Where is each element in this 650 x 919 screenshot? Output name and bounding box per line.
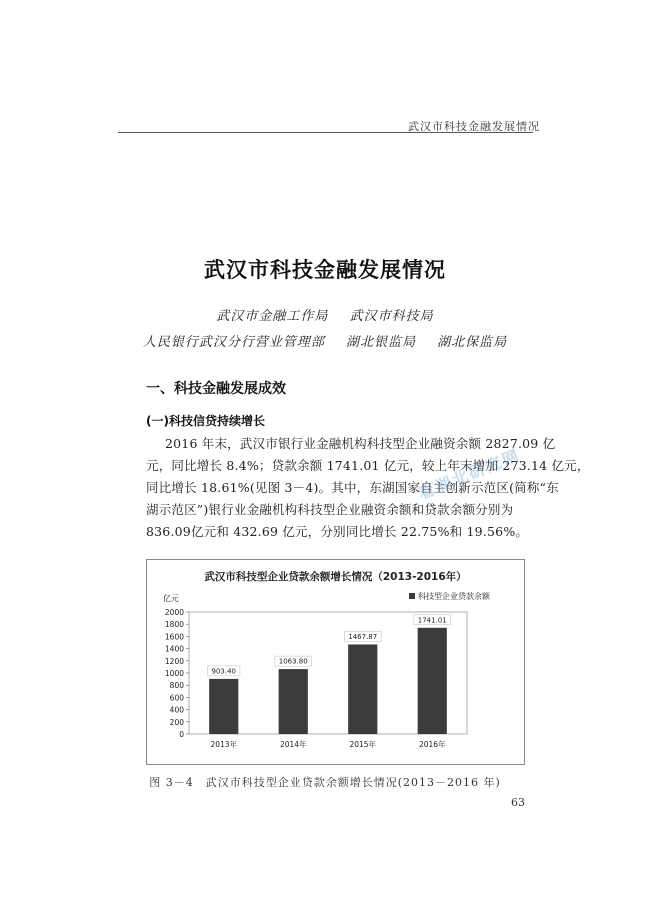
- watermark: 看湖北研究网: [415, 445, 524, 504]
- data-label: 1467.87: [348, 632, 378, 641]
- chart-legend: [409, 591, 491, 601]
- y-tick-label: 0: [179, 730, 184, 739]
- x-tick-label: 2015年: [349, 740, 377, 749]
- x-tick-label: 2016年: [418, 740, 446, 749]
- bar: [418, 628, 447, 734]
- x-tick-label: 2014年: [279, 740, 307, 749]
- author-org: 武汉市科技局: [349, 309, 434, 324]
- y-axis-label: 亿元: [163, 594, 179, 603]
- data-label: 1063.80: [278, 657, 308, 666]
- paragraph-line: 湖示范区”)银行业金融机构科技型企业融资余额和贷款余额分别为: [146, 502, 514, 517]
- authors-line-1: [0, 305, 650, 324]
- y-tick-label: 800: [169, 681, 184, 691]
- bar: [348, 644, 377, 734]
- figure-caption: 图 3－4 武汉市科技型企业贷款余额增长情况(2013－2016 年): [149, 776, 501, 789]
- y-tick-label: 1800: [164, 620, 184, 630]
- header-rule: [118, 132, 533, 133]
- authors-line-2: [0, 331, 650, 350]
- data-label: 1741.01: [417, 616, 447, 625]
- data-label: 903.40: [211, 667, 236, 676]
- y-tick-label: 1000: [164, 669, 184, 678]
- author-org: 人民银行武汉分行营业管理部: [142, 335, 325, 350]
- section-heading: 一、科技金融发展成效: [146, 381, 286, 397]
- y-tick-label: 200: [169, 717, 184, 727]
- paragraph-line: 同比增长 18.61%(见图 3－4)。其中，东湖国家自主创新示范区(简称“东: [146, 480, 559, 495]
- author-org: 湖北银监局: [345, 335, 416, 350]
- author-org: 湖北保监局: [437, 335, 508, 350]
- legend-swatch: [409, 593, 415, 599]
- bar: [279, 669, 308, 734]
- chart-canvas: [147, 560, 524, 764]
- y-tick-label: 1600: [164, 632, 184, 642]
- bar-chart: [146, 559, 525, 765]
- page-number: 63: [511, 796, 525, 809]
- legend-label: 科技型企业贷款余额: [418, 592, 490, 601]
- bar: [209, 679, 238, 734]
- y-tick-label: 1400: [164, 644, 184, 654]
- x-tick-label: 2013年: [210, 740, 238, 749]
- paragraph-line: 836.09亿元和 432.69 亿元，分别同比增长 22.75%和 19.56%。: [146, 524, 529, 539]
- article-title: 武汉市科技金融发展情况: [204, 257, 446, 282]
- y-tick-label: 1200: [164, 656, 184, 666]
- subsection-heading: (一)科技信贷持续增长: [146, 414, 265, 428]
- running-header: 武汉市科技金融发展情况: [408, 120, 540, 133]
- y-tick-label: 2000: [164, 608, 184, 617]
- y-tick-label: 600: [169, 693, 184, 703]
- paragraph-line: 元，同比增长 8.4%；贷款余额 1741.01 亿元，较上年末增加 273.14 亿元，: [146, 458, 590, 473]
- chart-title: 武汉市科技型企业贷款余额增长情况（2013-2016年）: [204, 571, 467, 583]
- y-tick-label: 400: [169, 705, 184, 715]
- paragraph-line: 2016 年末，武汉市银行业金融机构科技型企业融资余额 2827.09 亿: [165, 436, 556, 451]
- author-org: 武汉市金融工作局: [216, 309, 329, 324]
